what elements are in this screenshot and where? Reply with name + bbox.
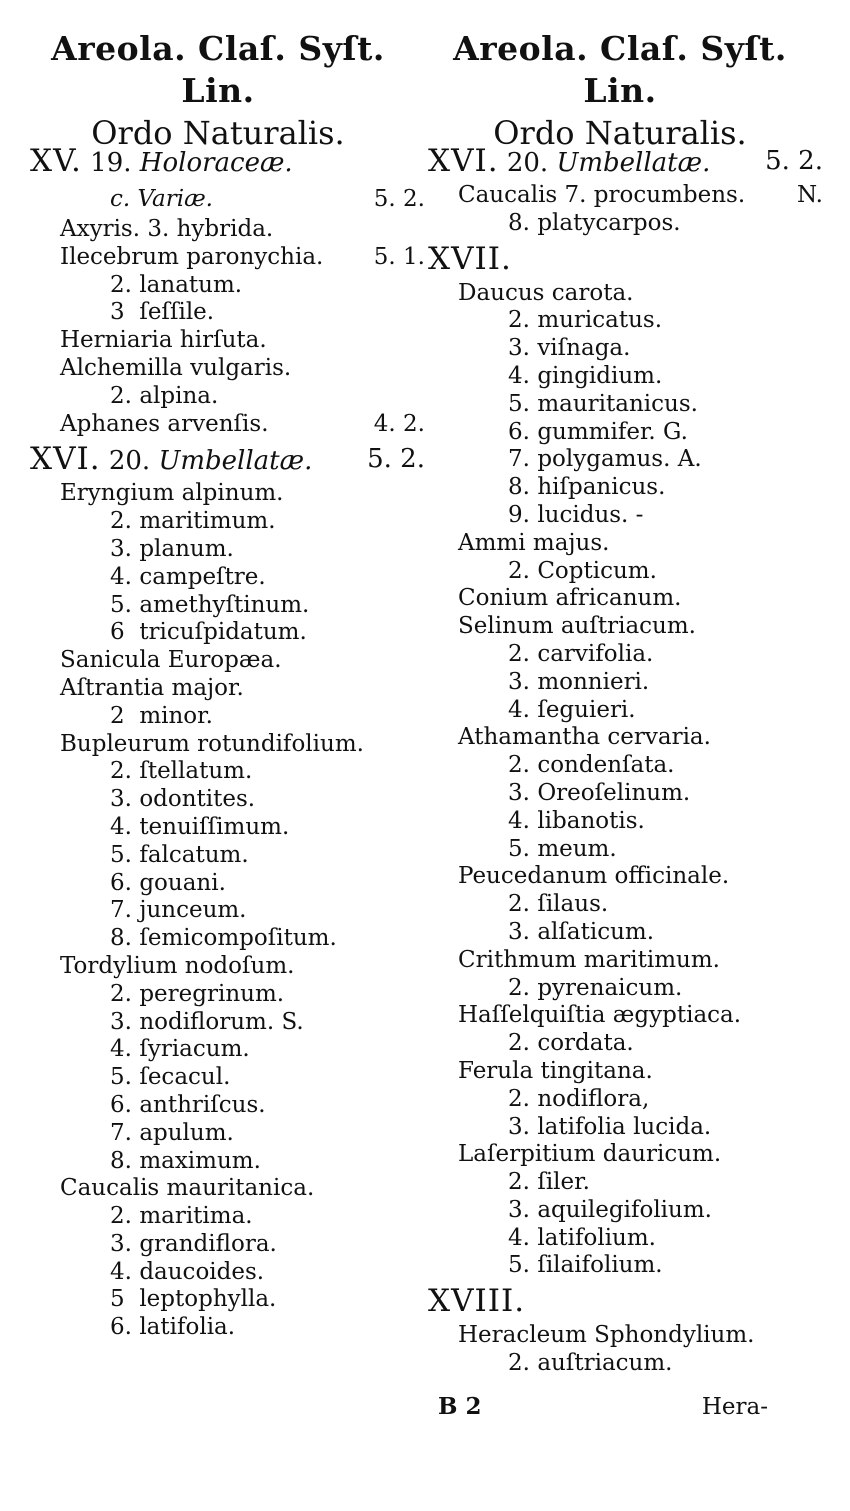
genus-entry bbox=[428, 613, 823, 641]
species-entry bbox=[30, 508, 425, 536]
species-entry bbox=[30, 1231, 425, 1259]
species-name: peregrinum. bbox=[139, 980, 285, 1007]
species-name: ſeguieri. bbox=[537, 696, 636, 723]
species-number: 8. bbox=[508, 474, 530, 501]
species-entry bbox=[428, 975, 823, 1003]
subgroup-heading bbox=[30, 182, 425, 216]
species-name: maritimum. bbox=[139, 508, 276, 535]
species-number: 3. bbox=[110, 1008, 132, 1035]
species-number: 4. bbox=[508, 1224, 530, 1251]
species-number: 2. bbox=[110, 382, 132, 409]
species-number: 2. bbox=[110, 980, 132, 1007]
species-name: anthriſcus. bbox=[139, 1091, 266, 1118]
genus-name: Conium africanum. bbox=[458, 585, 682, 612]
species-entry bbox=[428, 891, 823, 919]
species-entry bbox=[30, 536, 425, 564]
genus-name: Athamantha cervaria. bbox=[458, 724, 711, 751]
class-reference: N. bbox=[797, 182, 823, 208]
order-name: Umbellatæ. bbox=[158, 446, 313, 477]
species-number: 6. bbox=[110, 1091, 132, 1118]
species-name: odontites. bbox=[139, 786, 256, 813]
class-reference: 5. 2. bbox=[373, 186, 425, 212]
species-number: 5. bbox=[508, 1252, 530, 1279]
species-name: hiſpanicus. bbox=[537, 474, 666, 501]
species-entry bbox=[30, 814, 425, 842]
section-heading bbox=[428, 1280, 823, 1322]
species-number: 5. bbox=[110, 841, 132, 868]
species-entry bbox=[30, 383, 425, 411]
species-entry bbox=[428, 1114, 823, 1142]
species-entry bbox=[428, 474, 823, 502]
species-name: leptophylla. bbox=[139, 1286, 277, 1313]
species-entry bbox=[30, 925, 425, 953]
species-name: aquilegifolium. bbox=[537, 1196, 712, 1223]
species-entry bbox=[428, 1086, 823, 1114]
species-number: 2. bbox=[508, 557, 530, 584]
species-name: tricuſpidatum. bbox=[139, 619, 307, 646]
species-entry bbox=[30, 1259, 425, 1287]
species-name: maximum. bbox=[139, 1147, 261, 1174]
species-name: latifolia lucida. bbox=[537, 1113, 712, 1140]
species-entry bbox=[30, 1203, 425, 1231]
header-right bbox=[420, 28, 820, 154]
species-number: 6. bbox=[110, 869, 132, 896]
section-heading bbox=[428, 238, 823, 280]
species-number: 4. bbox=[110, 813, 132, 840]
left-column bbox=[30, 140, 425, 1342]
species-entry bbox=[428, 669, 823, 697]
species-number: 3. bbox=[508, 1196, 530, 1223]
right-column bbox=[428, 140, 823, 1378]
genus-name: Ferula tingitana. bbox=[458, 1057, 653, 1084]
species-entry bbox=[30, 1064, 425, 1092]
header-left-line1: Areola. Claſ. Syſt. Lin. bbox=[51, 29, 385, 110]
species-name: falcatum. bbox=[139, 841, 249, 868]
genus-entry bbox=[428, 947, 823, 975]
genus-name: Axyris. 3. hybrida. bbox=[60, 216, 274, 242]
genus-name: Ilecebrum paronychia. bbox=[60, 243, 324, 270]
species-entry bbox=[428, 419, 823, 447]
genus-name: Tordylium nodoſum. bbox=[60, 952, 295, 979]
genus-name: Ammi majus. bbox=[458, 529, 610, 556]
genus-entry bbox=[428, 863, 823, 891]
genus-entry bbox=[428, 1002, 823, 1030]
species-name: ſilaus. bbox=[537, 891, 609, 918]
species-number: 5 bbox=[110, 1286, 125, 1313]
species-number: 3. bbox=[508, 335, 530, 362]
species-number: 5. bbox=[508, 835, 530, 862]
species-entry bbox=[428, 1197, 823, 1225]
genus-entry bbox=[30, 953, 425, 981]
species-number: 4. bbox=[110, 563, 132, 590]
species-number: 2. bbox=[110, 1203, 132, 1230]
species-number: 2. bbox=[508, 1085, 530, 1112]
species-number: 2. bbox=[508, 891, 530, 918]
species-entry bbox=[30, 1286, 425, 1314]
species-number: 4. bbox=[110, 1258, 132, 1285]
species-name: latifolium. bbox=[537, 1224, 656, 1251]
section-roman: XV. bbox=[30, 143, 82, 179]
species-name: alpina. bbox=[139, 382, 219, 409]
species-number: 2. bbox=[110, 508, 132, 535]
genus-entry bbox=[428, 1058, 823, 1086]
genus-entry bbox=[428, 280, 823, 308]
species-number: 8. bbox=[110, 925, 132, 952]
species-name: cordata. bbox=[537, 1030, 634, 1057]
species-number: 2. bbox=[508, 1350, 530, 1377]
genus-entry bbox=[30, 216, 425, 244]
page-footer bbox=[438, 1392, 768, 1422]
species-name: planum. bbox=[139, 535, 234, 562]
species-name: libanotis. bbox=[537, 807, 645, 834]
species-entry bbox=[428, 446, 823, 474]
section-heading bbox=[30, 438, 425, 480]
genus-name: Selinum auſtriacum. bbox=[458, 613, 696, 640]
species-name: gouani. bbox=[139, 869, 226, 896]
genus-name: Daucus carota. bbox=[458, 279, 634, 306]
species-name: apulum. bbox=[139, 1119, 234, 1146]
species-entry bbox=[30, 897, 425, 925]
species-name: campeſtre. bbox=[139, 563, 266, 590]
class-reference: 5. 2. bbox=[765, 146, 823, 176]
species-entry bbox=[30, 299, 425, 327]
genus-entry bbox=[30, 731, 425, 759]
species-entry bbox=[428, 1169, 823, 1197]
species-number: 4. bbox=[508, 696, 530, 723]
species-number: 6. bbox=[110, 1314, 132, 1341]
order-number: 19. bbox=[90, 148, 132, 178]
species-number: 2. bbox=[508, 1030, 530, 1057]
genus-entry bbox=[30, 355, 425, 383]
species-name: alſaticum. bbox=[537, 918, 655, 945]
species-entry bbox=[428, 1350, 823, 1378]
species-number: 9. bbox=[508, 501, 530, 528]
species-entry bbox=[428, 919, 823, 947]
species-number: 3. bbox=[110, 1230, 132, 1257]
species-name: pyrenaicum. bbox=[537, 974, 683, 1001]
species-number: 6. bbox=[508, 418, 530, 445]
species-name: maritima. bbox=[139, 1203, 253, 1230]
genus-name: Bupleurum rotundifolium. bbox=[60, 730, 364, 757]
species-name: mauritanicus. bbox=[537, 390, 698, 417]
species-entry bbox=[428, 697, 823, 725]
genus-entry bbox=[30, 411, 425, 439]
species-name: amethyſtinum. bbox=[139, 591, 310, 618]
species-number: 3. bbox=[110, 786, 132, 813]
species-name: daucoides. bbox=[139, 1258, 265, 1285]
species-number: 6 bbox=[110, 619, 125, 646]
genus-name: Haſſelquiſtia ægyptiaca. bbox=[458, 1002, 742, 1029]
species-number: 2. bbox=[508, 974, 530, 1001]
species-entry bbox=[428, 1225, 823, 1253]
species-name: latifolia. bbox=[139, 1314, 236, 1341]
species-entry bbox=[428, 558, 823, 586]
species-name: nodiflora, bbox=[537, 1085, 650, 1112]
species-number: 3. bbox=[508, 779, 530, 806]
genus-entry bbox=[30, 1175, 425, 1203]
species-entry bbox=[428, 836, 823, 864]
species-entry bbox=[30, 870, 425, 898]
species-name: minor. bbox=[139, 702, 213, 729]
genus-entry bbox=[428, 1322, 823, 1350]
species-entry bbox=[428, 307, 823, 335]
species-entry bbox=[428, 780, 823, 808]
genus-entry bbox=[428, 1141, 823, 1169]
species-number: 4. bbox=[110, 1036, 132, 1063]
species-name: lucidus. - bbox=[537, 501, 644, 528]
species-entry bbox=[428, 335, 823, 363]
species-name: viſnaga. bbox=[537, 335, 631, 362]
genus-entry bbox=[30, 480, 425, 508]
species-entry bbox=[30, 1148, 425, 1176]
species-name: grandiflora. bbox=[139, 1230, 277, 1257]
species-entry bbox=[428, 502, 823, 530]
species-name: Copticum. bbox=[537, 557, 657, 584]
species-name: monnieri. bbox=[537, 668, 650, 695]
species-number: 3. bbox=[508, 1113, 530, 1140]
genus-name: Sanicula Europæa. bbox=[60, 647, 282, 674]
species-entry bbox=[30, 1120, 425, 1148]
species-name: gummifer. G. bbox=[537, 418, 688, 445]
species-entry bbox=[428, 1030, 823, 1058]
genus-entry bbox=[30, 327, 425, 355]
species-name: auſtriacum. bbox=[537, 1350, 673, 1377]
species-number: 5. bbox=[110, 1064, 132, 1091]
species-entry bbox=[30, 564, 425, 592]
species-number: 2 bbox=[110, 702, 125, 729]
species-entry bbox=[30, 981, 425, 1009]
header-right-line1: Areola. Claſ. Syſt. Lin. bbox=[453, 29, 787, 110]
species-number: 2. bbox=[508, 1169, 530, 1196]
species-entry bbox=[428, 363, 823, 391]
section-roman: XVIII. bbox=[428, 1283, 526, 1320]
genus-name: Aphanes arvenſis. bbox=[60, 410, 269, 437]
order-name: Holoraceæ. bbox=[139, 148, 293, 178]
species-number: 2. bbox=[110, 271, 132, 298]
species-number: 7. bbox=[110, 897, 132, 924]
species-entry bbox=[428, 1252, 823, 1280]
genus-name: Alchemilla vulgaris. bbox=[60, 354, 292, 381]
signature-mark: B 2 bbox=[438, 1393, 482, 1420]
species-entry bbox=[428, 752, 823, 780]
species-name: meum. bbox=[537, 835, 617, 862]
species-name: platycarpos. bbox=[537, 209, 681, 236]
class-reference: 4. 2. bbox=[373, 410, 425, 437]
genus-name: Eryngium alpinum. bbox=[60, 480, 284, 507]
species-entry bbox=[30, 1036, 425, 1064]
species-name: polygamus. A. bbox=[537, 446, 702, 473]
species-name: carvifolia. bbox=[537, 640, 654, 667]
species-entry bbox=[30, 272, 425, 300]
species-entry bbox=[30, 1314, 425, 1342]
genus-name: Heracleum Sphondylium. bbox=[458, 1322, 755, 1349]
species-number: 2. bbox=[508, 307, 530, 334]
genus-entry bbox=[428, 530, 823, 558]
species-number: 7. bbox=[508, 446, 530, 473]
species-name: tenuiſſimum. bbox=[139, 813, 290, 840]
genus-name: Caucalis mauritanica. bbox=[60, 1175, 315, 1202]
species-number: 5. bbox=[508, 390, 530, 417]
class-reference: 5. 1. bbox=[373, 243, 425, 270]
species-name: muricatus. bbox=[537, 307, 663, 334]
species-number: 5. bbox=[110, 591, 132, 618]
subgroup-name: c. Variæ. bbox=[110, 186, 213, 212]
species-number: 3 bbox=[110, 299, 125, 326]
species-entry bbox=[30, 1092, 425, 1120]
species-name: Oreoſelinum. bbox=[537, 779, 691, 806]
genus-name: Peucedanum officinale. bbox=[458, 863, 730, 890]
genus-name: Aſtrantia major. bbox=[60, 674, 244, 701]
section-heading bbox=[30, 140, 425, 182]
species-entry bbox=[30, 703, 425, 731]
order-name: Umbellatæ. bbox=[556, 148, 711, 178]
genus-entry bbox=[30, 244, 425, 272]
species-number: 3. bbox=[508, 918, 530, 945]
genus-name: Crithmum maritimum. bbox=[458, 946, 720, 973]
species-name: ſilaifolium. bbox=[537, 1252, 663, 1279]
genus-entry bbox=[30, 675, 425, 703]
header-left-line2: Ordo Naturalis. bbox=[91, 114, 345, 152]
genus-entry bbox=[30, 647, 425, 675]
species-number: 8. bbox=[508, 209, 530, 236]
species-name: condenſata. bbox=[537, 752, 675, 779]
species-entry bbox=[30, 619, 425, 647]
species-name: ſiler. bbox=[537, 1169, 590, 1196]
section-roman: XVII. bbox=[428, 240, 512, 277]
species-name: junceum. bbox=[139, 897, 247, 924]
order-number: 20. bbox=[108, 446, 151, 477]
species-number: 7. bbox=[110, 1119, 132, 1146]
species-name: nodiflorum. S. bbox=[139, 1008, 304, 1035]
class-reference: 5. 2. bbox=[367, 444, 425, 475]
species-name: ſyriacum. bbox=[139, 1036, 250, 1063]
species-number: 4. bbox=[508, 807, 530, 834]
genus-name: Herniaria hirſuta. bbox=[60, 327, 267, 354]
species-entry bbox=[30, 1009, 425, 1037]
species-name: ſeſſile. bbox=[139, 299, 215, 326]
header-right-line2: Ordo Naturalis. bbox=[493, 114, 747, 152]
species-number: 3. bbox=[508, 668, 530, 695]
species-number: 2. bbox=[110, 758, 132, 785]
genus-entry bbox=[428, 182, 823, 210]
species-name: ſecacul. bbox=[139, 1064, 231, 1091]
species-entry bbox=[30, 758, 425, 786]
species-number: 2. bbox=[508, 752, 530, 779]
species-name: lanatum. bbox=[139, 271, 243, 298]
order-number: 20. bbox=[506, 148, 549, 178]
species-entry bbox=[428, 391, 823, 419]
genus-entry bbox=[428, 724, 823, 752]
species-entry bbox=[30, 592, 425, 620]
genus-entry bbox=[428, 585, 823, 613]
section-roman: XVI. bbox=[428, 143, 499, 179]
section-heading bbox=[428, 140, 823, 182]
species-name: ſtellatum. bbox=[139, 758, 253, 785]
catchword: Hera- bbox=[701, 1394, 768, 1420]
species-entry bbox=[30, 786, 425, 814]
species-number: 8. bbox=[110, 1147, 132, 1174]
species-entry bbox=[428, 641, 823, 669]
species-number: 4. bbox=[508, 362, 530, 389]
section-roman: XVI. bbox=[30, 441, 101, 478]
species-name: ſemicompoſitum. bbox=[139, 925, 337, 952]
genus-name: Caucalis 7. procumbens. bbox=[458, 182, 746, 208]
header-left bbox=[18, 28, 418, 154]
species-number: 3. bbox=[110, 535, 132, 562]
species-entry bbox=[30, 842, 425, 870]
species-name: gingidium. bbox=[537, 362, 663, 389]
species-entry bbox=[428, 808, 823, 836]
genus-name: Laſerpitium dauricum. bbox=[458, 1141, 722, 1168]
species-number: 2. bbox=[508, 640, 530, 667]
species-entry bbox=[428, 210, 823, 238]
